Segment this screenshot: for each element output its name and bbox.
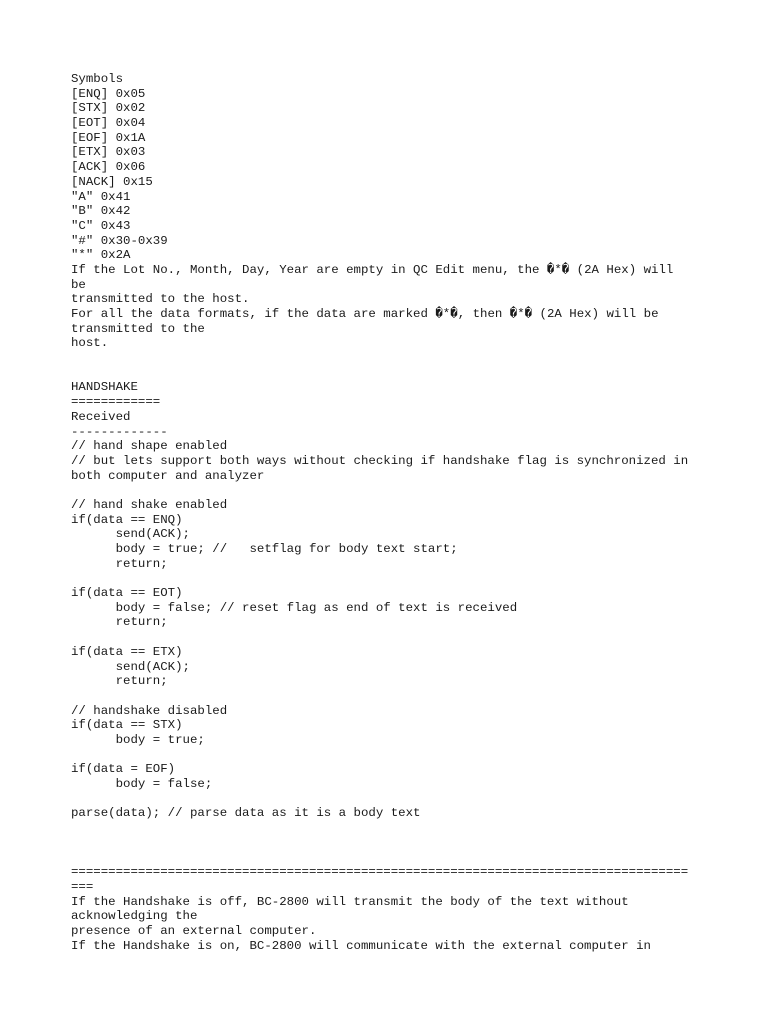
- code-line: return;: [71, 556, 168, 571]
- code-line: body = true;: [71, 732, 205, 747]
- text-line: be: [71, 277, 86, 292]
- code-line: if(data == STX): [71, 718, 183, 733]
- text-line: If the Lot No., Month, Day, Year are empty in QC Edit menu, the �*� (2A Hex) will: [71, 262, 674, 277]
- text-line: "#" 0x30-0x39: [71, 233, 168, 248]
- text-line: [ACK] 0x06: [71, 160, 146, 175]
- separator-line: ===: [71, 879, 94, 894]
- text-line: For all the data formats, if the data are marked �*�, then �*� (2A Hex) will be: [71, 307, 659, 321]
- text-line: presence of an external computer.: [71, 923, 317, 938]
- blank-line: [71, 689, 731, 704]
- code-line: send(ACK);: [71, 527, 190, 542]
- code-line: if(data == ETX): [71, 644, 183, 659]
- text-line: [STX] 0x02: [71, 101, 146, 116]
- code-line: parse(data); // parse data as it is a body text: [71, 806, 421, 821]
- blank-line: [71, 748, 731, 763]
- blank-line: [71, 483, 731, 498]
- subsection-heading: Received: [71, 409, 131, 424]
- section-heading: HANDSHAKE: [71, 380, 138, 395]
- blank-line: [71, 850, 731, 865]
- code-line: if(data = EOF): [71, 762, 176, 777]
- text-line: host.: [71, 336, 109, 351]
- text-line: [NACK] 0x15: [71, 174, 153, 189]
- text-line: "A" 0x41: [71, 189, 131, 204]
- separator-line: ===================================================================================: [71, 865, 689, 880]
- code-line: return;: [71, 615, 168, 630]
- blank-line: [71, 571, 731, 586]
- text-line: "*" 0x2A: [71, 248, 131, 263]
- text-line: -------------: [71, 424, 168, 439]
- code-line: body = false; // reset flag as end of text is received: [71, 600, 518, 615]
- text-line: If the Handshake is off, BC-2800 will transmit the body of the text without: [71, 894, 629, 909]
- text-line: acknowledging the: [71, 909, 198, 924]
- blank-line: [71, 630, 731, 645]
- text-line: Symbols: [71, 72, 124, 86]
- text-line: [EOT] 0x04: [71, 116, 146, 131]
- code-line: // hand shape enabled: [71, 439, 228, 454]
- text-line: If the Handshake is on, BC-2800 will communicate with the external computer in: [71, 938, 651, 953]
- code-line: // handshake disabled: [71, 703, 228, 718]
- blank-line: [71, 821, 731, 836]
- text-line: "B" 0x42: [71, 204, 131, 219]
- code-line: // but lets support both ways without checking if handshake flag is synchronized in: [71, 453, 689, 468]
- document-page: [71, 72, 731, 953]
- text-line: [ETX] 0x03: [71, 145, 146, 160]
- text-line: transmitted to the: [71, 321, 205, 336]
- code-line: return;: [71, 674, 168, 689]
- blank-line: [71, 836, 731, 851]
- blank-line: [71, 366, 731, 381]
- blank-line: [71, 792, 731, 807]
- code-line: body = false;: [71, 777, 213, 791]
- code-line: body = true; // setflag for body text start;: [71, 542, 458, 556]
- text-line: transmitted to the host.: [71, 292, 250, 307]
- code-line: // hand shake enabled: [71, 497, 228, 512]
- blank-line: [71, 351, 731, 366]
- code-line: if(data == ENQ): [71, 512, 183, 527]
- code-line: if(data == EOT): [71, 586, 183, 601]
- text-line: ============: [71, 395, 161, 410]
- code-line: send(ACK);: [71, 659, 190, 674]
- text-line: [EOF] 0x1A: [71, 130, 146, 145]
- code-line: both computer and analyzer: [71, 468, 265, 483]
- text-line: "C" 0x43: [71, 218, 131, 233]
- text-line: [ENQ] 0x05: [71, 86, 146, 101]
